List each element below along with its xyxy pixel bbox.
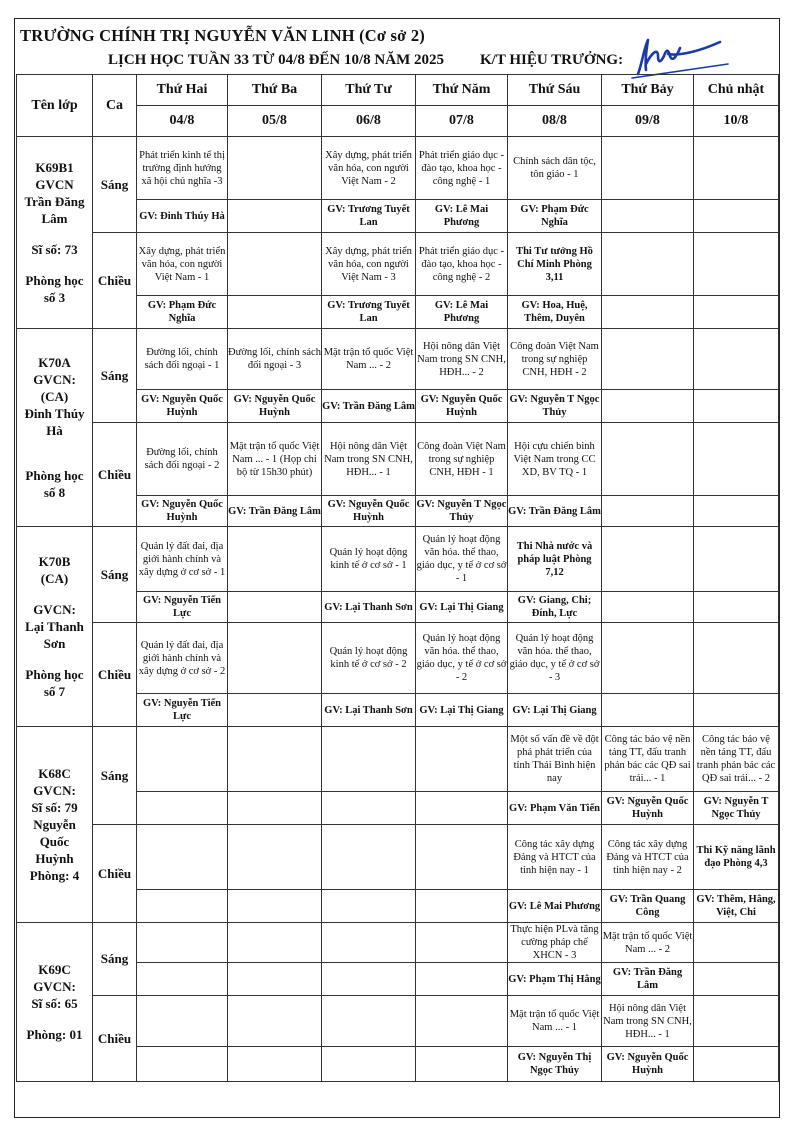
- teacher-cell: GV: Đinh Thúy Hà: [137, 200, 228, 233]
- class-info-line: số 7: [43, 684, 66, 699]
- shift-morning-label: Sáng: [93, 923, 137, 996]
- subject-cell: [137, 727, 228, 792]
- subject-cell: [694, 623, 779, 694]
- teacher-cell: GV: Trần Đăng Lâm: [602, 963, 694, 996]
- subject-cell: Xây dựng, phát triển văn hóa, con người Việt Nam - 2: [322, 137, 416, 200]
- day-date: 07/8: [416, 106, 508, 137]
- teacher-cell: [694, 1047, 779, 1082]
- teacher-cell: [602, 390, 694, 423]
- subject-cell: Quản lý đất đai, địa giới hành chính và xây dựng ở cơ sở - 2: [137, 623, 228, 694]
- class-info-cell: [17, 923, 93, 1082]
- teacher-cell: [137, 890, 228, 923]
- class-info-cell: [17, 329, 93, 527]
- shift-column-header: Ca: [93, 75, 137, 137]
- teacher-cell: [694, 963, 779, 996]
- subject-cell: [416, 923, 508, 963]
- teacher-cell: GV: Nguyễn Quốc Huỳnh: [322, 496, 416, 527]
- teacher-cell: [694, 390, 779, 423]
- shift-morning-label: Sáng: [93, 137, 137, 233]
- teacher-cell: GV: Trương Tuyết Lan: [322, 296, 416, 329]
- subject-cell: [602, 329, 694, 390]
- subject-cell: Thi Nhà nước và pháp luật Phòng 7,12: [508, 527, 602, 592]
- subject-cell: [416, 727, 508, 792]
- shift-afternoon-label: Chiều: [93, 423, 137, 527]
- teacher-cell: [694, 296, 779, 329]
- subject-cell: Quản lý hoạt động văn hóa. thể thao, giáo dục, y tế ở cơ sở - 3: [508, 623, 602, 694]
- subject-cell: [228, 825, 322, 890]
- day-date: 10/8: [694, 106, 779, 137]
- subject-cell: Đường lối, chính sách đối ngoại - 2: [137, 423, 228, 496]
- day-date: 08/8: [508, 106, 602, 137]
- teacher-cell: [228, 963, 322, 996]
- teacher-cell: GV: Thêm, Hằng, Việt, Chi: [694, 890, 779, 923]
- class-info-cell: [17, 527, 93, 727]
- class-info-line: Sĩ số: 73: [31, 242, 78, 257]
- teacher-cell: [322, 890, 416, 923]
- day-date: 05/8: [228, 106, 322, 137]
- subject-cell: Hội cựu chiến binh Việt Nam trong CC XD, BV TQ - 1: [508, 423, 602, 496]
- subject-cell: [694, 329, 779, 390]
- class-info-line: Sĩ số: 79: [31, 800, 78, 815]
- teacher-cell: GV: Lại Thanh Sơn: [322, 694, 416, 727]
- school-name: TRƯỜNG CHÍNH TRỊ NGUYỄN VĂN LINH (Cơ sở 2): [20, 26, 425, 45]
- teacher-cell: GV: Nguyễn Quốc Huỳnh: [137, 496, 228, 527]
- teacher-cell: GV: Nguyễn Quốc Huỳnh: [602, 1047, 694, 1082]
- teacher-cell: [602, 592, 694, 623]
- subject-cell: Mặt trận tổ quốc Việt Nam ... - 1 (Họp chi bộ từ 15h30 phút): [228, 423, 322, 496]
- teacher-cell: [602, 694, 694, 727]
- teacher-cell: GV: Trần Đăng Lâm: [322, 390, 416, 423]
- class-info-line: Đinh Thúy: [24, 406, 85, 421]
- teacher-cell: GV: Nguyễn Quốc Huỳnh: [228, 390, 322, 423]
- teacher-cell: [137, 792, 228, 825]
- subject-cell: Phát triển giáo dục - đào tạo, khoa học - công nghệ - 2: [416, 233, 508, 296]
- teacher-cell: GV: Lê Mai Phương: [416, 296, 508, 329]
- subject-cell: [322, 727, 416, 792]
- subject-row: [17, 623, 779, 694]
- subject-row: [17, 996, 779, 1047]
- class-info-line: K68C: [38, 766, 71, 781]
- class-info-line: Phòng học: [25, 667, 84, 682]
- teacher-cell: GV: Nguyễn Quốc Huỳnh: [602, 792, 694, 825]
- shift-afternoon-label: Chiều: [93, 233, 137, 329]
- subject-cell: [694, 423, 779, 496]
- teacher-cell: GV: Nguyễn Thị Ngọc Thủy: [508, 1047, 602, 1082]
- subject-row: [17, 233, 779, 296]
- class-info-cell: [17, 727, 93, 923]
- class-info-line: [17, 227, 92, 241]
- subject-cell: [694, 996, 779, 1047]
- teacher-cell: [228, 1047, 322, 1082]
- subject-cell: [694, 527, 779, 592]
- subject-cell: Đường lối, chính sách đối ngoại - 1: [137, 329, 228, 390]
- teacher-cell: [416, 963, 508, 996]
- teacher-cell: [228, 296, 322, 329]
- subject-cell: Mặt trận tổ quốc Việt Nam ... - 1: [508, 996, 602, 1047]
- subject-cell: [694, 923, 779, 963]
- class-info-line: [17, 453, 92, 467]
- teacher-cell: GV: Lại Thị Giang: [416, 694, 508, 727]
- subject-cell: Quản lý hoạt động kinh tế ở cơ sở - 2: [322, 623, 416, 694]
- class-info-line: Phòng: 4: [29, 868, 80, 883]
- teacher-cell: GV: Trần Đăng Lâm: [228, 496, 322, 527]
- day-date: 09/8: [602, 106, 694, 137]
- teacher-cell: [322, 792, 416, 825]
- subject-row: [17, 329, 779, 390]
- subject-cell: Quản lý hoạt động văn hóa. thể thao, giáo dục, y tế ở cơ sở - 2: [416, 623, 508, 694]
- class-info-line: Sơn: [43, 636, 66, 651]
- teacher-cell: GV: Nguyễn Quốc Huỳnh: [416, 390, 508, 423]
- teacher-cell: [602, 200, 694, 233]
- class-info-line: số 3: [43, 290, 66, 305]
- teacher-cell: GV: Phạm Đức Nghĩa: [137, 296, 228, 329]
- subject-cell: [602, 527, 694, 592]
- class-info-line: Phòng: 01: [26, 1027, 83, 1042]
- signer-title: K/T HIỆU TRƯỞNG:: [480, 52, 624, 68]
- class-info-line: số 8: [43, 485, 66, 500]
- subject-cell: Hội nông dân Việt Nam trong SN CNH, HĐH... - 1: [602, 996, 694, 1047]
- subject-row: [17, 727, 779, 792]
- teacher-cell: GV: Nguyễn T Ngọc Thủy: [416, 496, 508, 527]
- subject-cell: [602, 137, 694, 200]
- day-date: 04/8: [137, 106, 228, 137]
- teacher-cell: GV: Trương Tuyết Lan: [322, 200, 416, 233]
- subject-row: [17, 423, 779, 496]
- subject-cell: [602, 623, 694, 694]
- teacher-cell: GV: Phạm Thị Hằng: [508, 963, 602, 996]
- shift-afternoon-label: Chiều: [93, 623, 137, 727]
- teacher-cell: [228, 592, 322, 623]
- schedule-title: LỊCH HỌC TUẦN 33 TỪ 04/8 ĐẾN 10/8 NĂM 2025: [108, 52, 444, 68]
- subject-cell: Quản lý hoạt động kinh tế ở cơ sở - 1: [322, 527, 416, 592]
- subject-cell: [228, 923, 322, 963]
- day-name: Thứ Sáu: [508, 75, 602, 106]
- teacher-cell: [137, 963, 228, 996]
- teacher-cell: [416, 792, 508, 825]
- subject-cell: [416, 825, 508, 890]
- subject-cell: Xây dựng, phát triển văn hóa, con người Việt Nam - 1: [137, 233, 228, 296]
- class-info-line: Quốc: [39, 834, 70, 849]
- day-name: Chủ nhật: [694, 75, 779, 106]
- subject-cell: Một số vấn đề về đột phá phát triển của tỉnh Thái Bình hiện nay: [508, 727, 602, 792]
- subject-cell: Công tác xây dựng Đảng và HTCT của tỉnh hiện nay - 1: [508, 825, 602, 890]
- class-info-line: GVCN:: [33, 372, 76, 387]
- shift-afternoon-label: Chiều: [93, 825, 137, 923]
- class-column-header: Tên lớp: [17, 75, 93, 137]
- class-info-line: Lâm: [41, 211, 68, 226]
- day-date: 06/8: [322, 106, 416, 137]
- subject-cell: Thực hiện PLvà tăng cường pháp chế XHCN - 3: [508, 923, 602, 963]
- class-info-line: K69B1: [35, 160, 74, 175]
- subject-cell: [228, 233, 322, 296]
- subject-cell: Thi Tư tưởng Hồ Chí Minh Phòng 3,11: [508, 233, 602, 296]
- class-info-line: [17, 587, 92, 601]
- subject-row: [17, 527, 779, 592]
- subject-cell: [137, 996, 228, 1047]
- class-info-line: Phòng học: [25, 273, 84, 288]
- subject-cell: Thi Kỹ năng lãnh đạo Phòng 4,3: [694, 825, 779, 890]
- class-info-line: Huỳnh: [35, 851, 74, 866]
- teacher-cell: GV: Phạm Đức Nghĩa: [508, 200, 602, 233]
- teacher-cell: GV: Trần Đăng Lâm: [508, 496, 602, 527]
- subject-cell: Phát triển kinh tế thị trường định hướng xã hội chủ nghĩa -3: [137, 137, 228, 200]
- subject-cell: [602, 233, 694, 296]
- class-info-line: GVCN:: [33, 783, 76, 798]
- subject-cell: [137, 923, 228, 963]
- teacher-cell: GV: Nguyễn Tiến Lực: [137, 592, 228, 623]
- class-info-line: Phòng học: [25, 468, 84, 483]
- teacher-cell: GV: Lại Thanh Sơn: [322, 592, 416, 623]
- subject-row: [17, 137, 779, 200]
- subject-cell: [694, 137, 779, 200]
- teacher-cell: GV: Nguyễn T Ngọc Thủy: [508, 390, 602, 423]
- teacher-cell: GV: Trần Quang Công: [602, 890, 694, 923]
- teacher-cell: [416, 890, 508, 923]
- class-info-cell: [17, 137, 93, 329]
- class-info-line: K70B: [38, 554, 71, 569]
- teacher-cell: [694, 592, 779, 623]
- teacher-cell: [694, 200, 779, 233]
- subject-cell: Hội nông dân Việt Nam trong SN CNH, HĐH... - 2: [416, 329, 508, 390]
- teacher-cell: GV: Phạm Văn Tiến: [508, 792, 602, 825]
- class-info-line: K70A: [38, 355, 71, 370]
- teacher-cell: GV: Hoa, Huệ, Thêm, Duyên: [508, 296, 602, 329]
- subject-cell: Mặt trận tổ quốc Việt Nam ... - 2: [322, 329, 416, 390]
- subject-cell: [602, 423, 694, 496]
- class-info-line: (CA): [40, 389, 69, 404]
- teacher-cell: [322, 1047, 416, 1082]
- class-info-line: GVCN: [35, 177, 74, 192]
- subject-cell: [322, 825, 416, 890]
- teacher-cell: [228, 200, 322, 233]
- teacher-cell: GV: Nguyễn T Ngọc Thủy: [694, 792, 779, 825]
- teacher-cell: [602, 496, 694, 527]
- teacher-cell: GV: Lê Mai Phương: [508, 890, 602, 923]
- teacher-cell: [228, 792, 322, 825]
- subject-cell: Công tác xây dựng Đảng và HTCT của tỉnh hiện nay - 2: [602, 825, 694, 890]
- class-info-line: [17, 652, 92, 666]
- subject-cell: [228, 137, 322, 200]
- teacher-cell: GV: Nguyễn Tiến Lực: [137, 694, 228, 727]
- class-info-line: [17, 1012, 92, 1026]
- day-name: Thứ Bảy: [602, 75, 694, 106]
- day-name: Thứ Tư: [322, 75, 416, 106]
- subject-cell: Chính sách dân tộc, tôn giáo - 1: [508, 137, 602, 200]
- shift-morning-label: Sáng: [93, 329, 137, 423]
- subject-row: [17, 825, 779, 890]
- shift-morning-label: Sáng: [93, 527, 137, 623]
- class-info-line: Sĩ số: 65: [31, 996, 78, 1011]
- subject-cell: Quản lý hoạt động văn hóa. thể thao, giáo dục, y tế ở cơ sở - 1: [416, 527, 508, 592]
- class-info-line: Lại Thanh: [25, 619, 84, 634]
- subject-cell: [228, 996, 322, 1047]
- teacher-cell: [228, 890, 322, 923]
- subject-cell: [137, 825, 228, 890]
- class-info-line: (CA): [40, 571, 69, 586]
- subject-cell: [228, 727, 322, 792]
- shift-afternoon-label: Chiều: [93, 996, 137, 1082]
- subject-cell: Công tác bảo vệ nền tảng TT, đấu tranh phản bác các QĐ sai trái... - 1: [602, 727, 694, 792]
- subject-cell: [228, 527, 322, 592]
- teacher-cell: GV: Lê Mai Phương: [416, 200, 508, 233]
- subject-cell: Phát triển giáo dục - đào tạo, khoa học - công nghệ - 1: [416, 137, 508, 200]
- teacher-cell: [602, 296, 694, 329]
- subject-cell: Hội nông dân Việt Nam trong SN CNH, HĐH... - 1: [322, 423, 416, 496]
- teacher-cell: [228, 694, 322, 727]
- schedule-table: [16, 74, 779, 1082]
- teacher-cell: [322, 963, 416, 996]
- class-info-line: [17, 439, 92, 453]
- teacher-cell: [694, 496, 779, 527]
- teacher-cell: GV: Giang, Chi; Đính, Lực: [508, 592, 602, 623]
- teacher-cell: [694, 694, 779, 727]
- subject-cell: Công đoàn Việt Nam trong sự nghiệp CNH, HĐH - 2: [508, 329, 602, 390]
- subject-cell: Công tác bảo vệ nền tảng TT, đấu tranh phản bác các QĐ sai trái... - 2: [694, 727, 779, 792]
- subject-cell: Đường lối, chính sách đối ngoại - 3: [228, 329, 322, 390]
- shift-morning-label: Sáng: [93, 727, 137, 825]
- teacher-cell: [137, 1047, 228, 1082]
- subject-cell: Xây dựng, phát triển văn hóa, con người Việt Nam - 3: [322, 233, 416, 296]
- subject-cell: Mặt trận tổ quốc Việt Nam ... - 2: [602, 923, 694, 963]
- subject-cell: [322, 923, 416, 963]
- subject-cell: Quản lý đất đai, địa giới hành chính và xây dựng ở cơ sở - 1: [137, 527, 228, 592]
- class-info-line: GVCN:: [33, 979, 76, 994]
- subject-row: [17, 923, 779, 963]
- subject-cell: [694, 233, 779, 296]
- class-info-line: K69C: [38, 962, 71, 977]
- class-info-line: Hà: [46, 423, 63, 438]
- class-info-line: GVCN:: [33, 602, 76, 617]
- subject-cell: [228, 623, 322, 694]
- day-name: Thứ Năm: [416, 75, 508, 106]
- teacher-cell: GV: Lại Thị Giang: [416, 592, 508, 623]
- class-info-line: Nguyễn: [33, 817, 76, 832]
- teacher-cell: [416, 1047, 508, 1082]
- class-info-line: [17, 258, 92, 272]
- subject-cell: Công đoàn Việt Nam trong sự nghiệp CNH, HĐH - 1: [416, 423, 508, 496]
- day-name: Thứ Hai: [137, 75, 228, 106]
- day-name: Thứ Ba: [228, 75, 322, 106]
- subject-cell: [416, 996, 508, 1047]
- subject-cell: [322, 996, 416, 1047]
- teacher-cell: GV: Lại Thị Giang: [508, 694, 602, 727]
- teacher-cell: GV: Nguyễn Quốc Huỳnh: [137, 390, 228, 423]
- class-info-line: Trần Đăng: [24, 194, 85, 209]
